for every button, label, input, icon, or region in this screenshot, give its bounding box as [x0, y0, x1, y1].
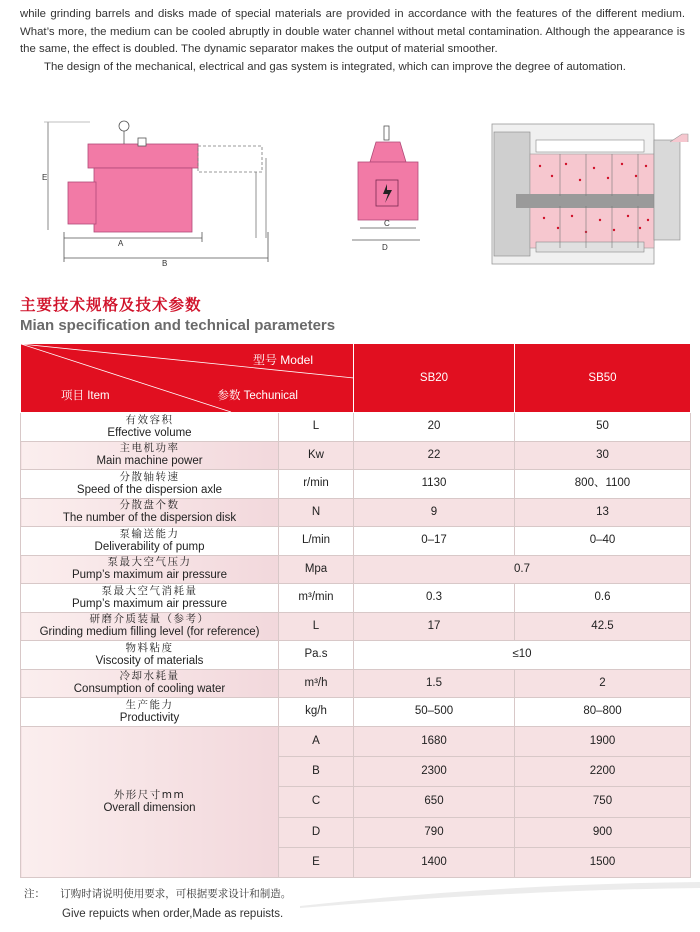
table-row — [21, 669, 691, 698]
row-name-cn: 生产能力 — [125, 698, 174, 711]
row-value-merged: 0.7 — [354, 555, 691, 584]
decorative-swoosh — [300, 880, 700, 910]
row-value-sb50: 0.6 — [515, 584, 691, 613]
row-name-en: The number of the dispersion disk — [62, 512, 237, 525]
machine-drawings — [20, 110, 690, 270]
dimension-value-sb50: 1900 — [515, 726, 691, 756]
row-unit: Kw — [279, 441, 354, 470]
row-value-sb20: 0.3 — [354, 584, 515, 613]
row-value-sb20: 9 — [354, 498, 515, 527]
dim-label-a: A — [118, 239, 124, 248]
section-title-cn: 主要技术规格及技术参数 — [20, 296, 202, 314]
row-name-en: Speed of the dispersion axle — [76, 483, 223, 496]
table-row — [21, 527, 691, 556]
row-name-cn: 主电机功率 — [119, 442, 180, 455]
row-name-cn: 分散轴转速 — [119, 470, 180, 483]
header-diagonal-cell — [21, 344, 354, 413]
row-unit: N — [279, 498, 354, 527]
dimension-value-sb50: 900 — [515, 817, 691, 847]
dimension-value-sb20: 2300 — [354, 756, 515, 786]
row-value-sb50: 80–800 — [515, 698, 691, 727]
header-param-label: 参数 Techunical — [217, 390, 298, 402]
cross-section-drawing — [492, 124, 688, 264]
row-name-en: Consumption of cooling water — [73, 683, 226, 696]
footnote-text-cn: 订购时请说明使用要求，可根据要求设计和制造。 — [60, 888, 292, 900]
row-name-cn: 物料粘度 — [125, 641, 174, 654]
side-view-drawing — [42, 121, 268, 268]
table-row — [21, 641, 691, 670]
row-name-en: Pump’s maximum air pressure — [71, 569, 228, 582]
table-row — [21, 555, 691, 584]
row-value-sb50: 800、1100 — [515, 470, 691, 499]
row-unit: kg/h — [279, 698, 354, 727]
dimension-value-sb20: 650 — [354, 787, 515, 817]
dimension-value-sb50: 2200 — [515, 756, 691, 786]
header-model-label: 型号 Model — [252, 353, 313, 367]
row-unit: r/min — [279, 470, 354, 499]
row-name-cn: 泵输送能力 — [119, 527, 180, 540]
header-col-sb20: SB20 — [354, 344, 515, 413]
row-value-sb20: 0–17 — [354, 527, 515, 556]
row-unit: L/min — [279, 527, 354, 556]
table-row — [21, 612, 691, 641]
dimension-row — [21, 726, 691, 756]
dimension-name-cn: 外形尺寸mm — [113, 788, 186, 801]
dim-label-d: D — [382, 243, 388, 252]
row-value-sb20: 1.5 — [354, 669, 515, 698]
row-name-en: Main machine power — [96, 455, 203, 468]
dimension-key: E — [279, 848, 354, 878]
header-col-sb50: SB50 — [515, 344, 691, 413]
table-row — [21, 698, 691, 727]
row-value-sb20: 17 — [354, 612, 515, 641]
dimension-label-cell — [21, 726, 279, 878]
spec-table-header — [21, 344, 691, 413]
table-row — [21, 498, 691, 527]
dimension-key: A — [279, 726, 354, 756]
row-value-sb50: 30 — [515, 441, 691, 470]
row-name-en: Grinding medium filling level (for reference) — [39, 626, 260, 639]
row-name-en: Productivity — [119, 711, 180, 724]
spec-table — [20, 343, 691, 878]
row-unit: Mpa — [279, 555, 354, 584]
row-unit: Pa.s — [279, 641, 354, 670]
row-value-sb20: 50–500 — [354, 698, 515, 727]
table-row — [21, 441, 691, 470]
front-view-drawing — [352, 126, 420, 252]
intro-text — [20, 6, 685, 76]
intro-paragraph-1: while grinding barrels and disks made of special materials are provided in accordance with the features of the different medium. What’s more, the medium can be cooled abruptly in double water channel without metal contamination. Although the appearance is the same, the effect is doubled. The dynamic separator makes the output of material smoother. — [20, 8, 685, 55]
header-item-label: 项目 Item — [61, 390, 110, 402]
table-row — [21, 413, 691, 442]
row-value-sb20: 1130 — [354, 470, 515, 499]
dimension-value-sb50: 750 — [515, 787, 691, 817]
dimension-value-sb20: 1400 — [354, 848, 515, 878]
table-row — [21, 584, 691, 613]
dimension-value-sb20: 1680 — [354, 726, 515, 756]
dimension-key: D — [279, 817, 354, 847]
row-name-en: Viscosity of materials — [95, 654, 204, 667]
row-value-sb50: 2 — [515, 669, 691, 698]
dimension-key: B — [279, 756, 354, 786]
row-unit: m³/min — [279, 584, 354, 613]
row-value-sb50: 50 — [515, 413, 691, 442]
section-title-en: Mian specification and technical parameters — [20, 317, 336, 334]
footnote-label: 注： — [24, 888, 45, 900]
dimension-value-sb50: 1500 — [515, 848, 691, 878]
row-value-sb50: 0–40 — [515, 527, 691, 556]
row-value-sb20: 20 — [354, 413, 515, 442]
row-value-sb50: 13 — [515, 498, 691, 527]
row-name-en: Deliverability of pump — [94, 540, 205, 553]
dim-label-b: B — [162, 259, 168, 268]
intro-paragraph-2: The design of the mechanical, electrical and gas system is integrated, which can improve the degree of automation. — [44, 60, 626, 73]
row-name-cn: 冷却水耗量 — [119, 670, 180, 683]
row-unit: L — [279, 612, 354, 641]
row-name-cn: 研磨介质装量（参考） — [89, 613, 210, 626]
row-name-en: Effective volume — [107, 426, 192, 439]
dim-label-e: E — [42, 173, 48, 182]
dimension-value-sb20: 790 — [354, 817, 515, 847]
dimension-name-en: Overall dimension — [103, 801, 196, 814]
row-name-cn: 泵最大空气消耗量 — [101, 584, 198, 597]
dim-label-c: C — [384, 219, 390, 228]
row-value-sb50: 42.5 — [515, 612, 691, 641]
footnote-cn — [24, 886, 291, 901]
row-value-sb20: 22 — [354, 441, 515, 470]
row-value-merged: ≤10 — [354, 641, 691, 670]
row-name-cn: 有效容积 — [125, 413, 174, 426]
row-unit: L — [279, 413, 354, 442]
dimension-key: C — [279, 787, 354, 817]
row-unit: m³/h — [279, 669, 354, 698]
row-name-en: Pump’s maximum air pressure — [71, 597, 228, 610]
row-name-cn: 分散盘个数 — [119, 499, 180, 512]
footnote-text-en: Give repuicts when order,Made as repuists. — [62, 908, 284, 920]
table-row — [21, 470, 691, 499]
row-name-cn: 泵最大空气压力 — [107, 556, 192, 569]
